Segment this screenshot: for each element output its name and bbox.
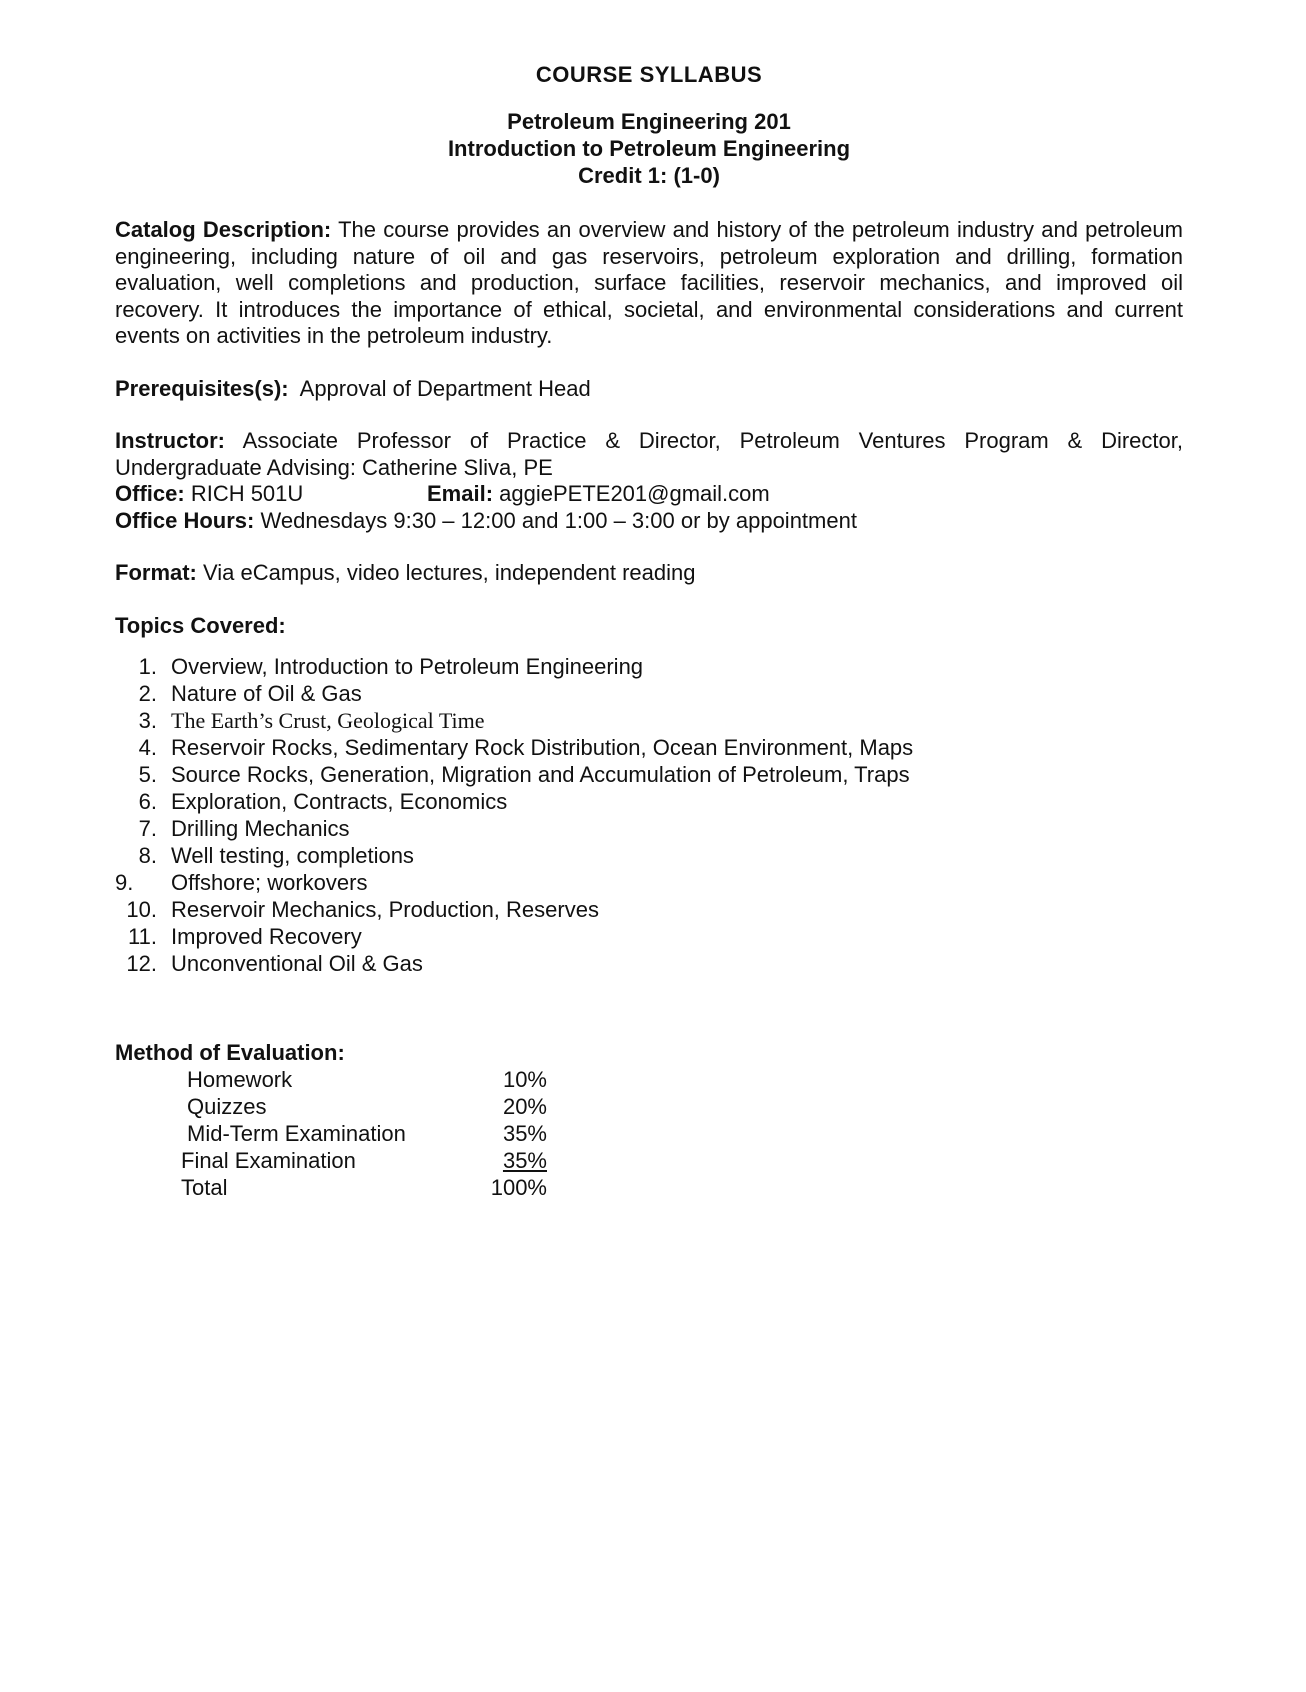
syllabus-page — [115, 62, 1183, 1201]
prerequisites-text: Approval of Department Head — [299, 375, 591, 401]
prerequisites — [115, 376, 1183, 403]
format-text: Via eCampus, video lectures, independent reading — [203, 560, 696, 585]
office-hours — [115, 508, 1183, 535]
document-title: COURSE SYLLABUS — [535, 62, 763, 87]
instructor-label: Instructor: — [115, 428, 225, 453]
office-hours-value: Wednesdays 9:30 – 12:00 and 1:00 – 3:00 or by appointment — [260, 507, 857, 533]
table-row: Homework 10% — [187, 1067, 547, 1092]
office-row — [115, 481, 1183, 508]
list-item: 6. Exploration, Contracts, Economics — [138, 789, 508, 814]
course-number: Petroleum Engineering 201 — [507, 109, 791, 134]
office-value: RICH 501U — [190, 481, 304, 506]
topics-heading: Topics Covered: — [115, 612, 286, 638]
table-row: Mid-Term Examination 35% — [187, 1121, 547, 1146]
list-item: 4. Reservoir Rocks, Sedimentary Rock Distribution, Ocean Environment, Maps — [138, 735, 914, 760]
instructor-text: Associate Professor of Practice & Director, Petroleum Ventures Program & Director, Undergraduate Advising: Catherine Sliva, PE — [115, 428, 1183, 480]
email-label: Email: — [427, 481, 494, 506]
course-name: Introduction to Petroleum Engineering — [447, 136, 851, 161]
format — [115, 560, 1183, 587]
list-item: 5. Source Rocks, Generation, Migration and Accumulation of Petroleum, Traps — [138, 762, 910, 787]
format-label: Format: — [115, 560, 197, 585]
table-row-total: Total 100% — [181, 1175, 547, 1200]
evaluation-heading: Method of Evaluation: — [115, 1040, 345, 1065]
list-item: 12. Unconventional Oil & Gas — [126, 951, 423, 976]
list-item: 2. Nature of Oil & Gas — [138, 681, 362, 706]
list-item: 1. Overview, Introduction to Petroleum Engineering — [138, 654, 644, 679]
prerequisites-label: Prerequisites(s): — [115, 375, 289, 401]
list-item: 8. Well testing, completions — [138, 843, 414, 868]
email-value: aggiePETE201@gmail.com — [499, 481, 770, 506]
catalog-description — [115, 217, 1183, 350]
catalog-label: Catalog Description: — [115, 217, 332, 242]
table-row: Quizzes 20% — [187, 1094, 547, 1119]
topics-list — [115, 653, 1183, 977]
list-item: 10. Reservoir Mechanics, Production, Reserves — [126, 897, 599, 922]
list-item: 9. Offshore; workovers — [115, 870, 368, 895]
office-hours-label: Office Hours: — [115, 507, 255, 533]
office-label: Office: — [115, 481, 185, 506]
instructor-line — [115, 428, 1183, 481]
course-header — [115, 108, 1183, 189]
list-item: 7. Drilling Mechanics — [138, 816, 350, 841]
table-row: Final Examination 35% — [181, 1148, 547, 1173]
evaluation-table — [181, 1066, 547, 1201]
list-item: 3. The Earth’s Crust, Geological Time — [138, 708, 485, 733]
list-item: 11. Improved Recovery — [128, 924, 362, 949]
catalog-text: The course provides an overview and history of the petroleum industry and petroleum engineering, including nature of oil and gas reservoirs, petroleum exploration and drilling, formation evaluation, well completions and production, surface facilities, reservoir mechanics, and improved oil recovery. It introduces the importance of ethical, societal, and environmental considerations and current events on activities in the petroleum industry. — [115, 217, 1183, 348]
instructor-block — [115, 428, 1183, 534]
course-credit: Credit 1: (1-0) — [578, 163, 720, 188]
